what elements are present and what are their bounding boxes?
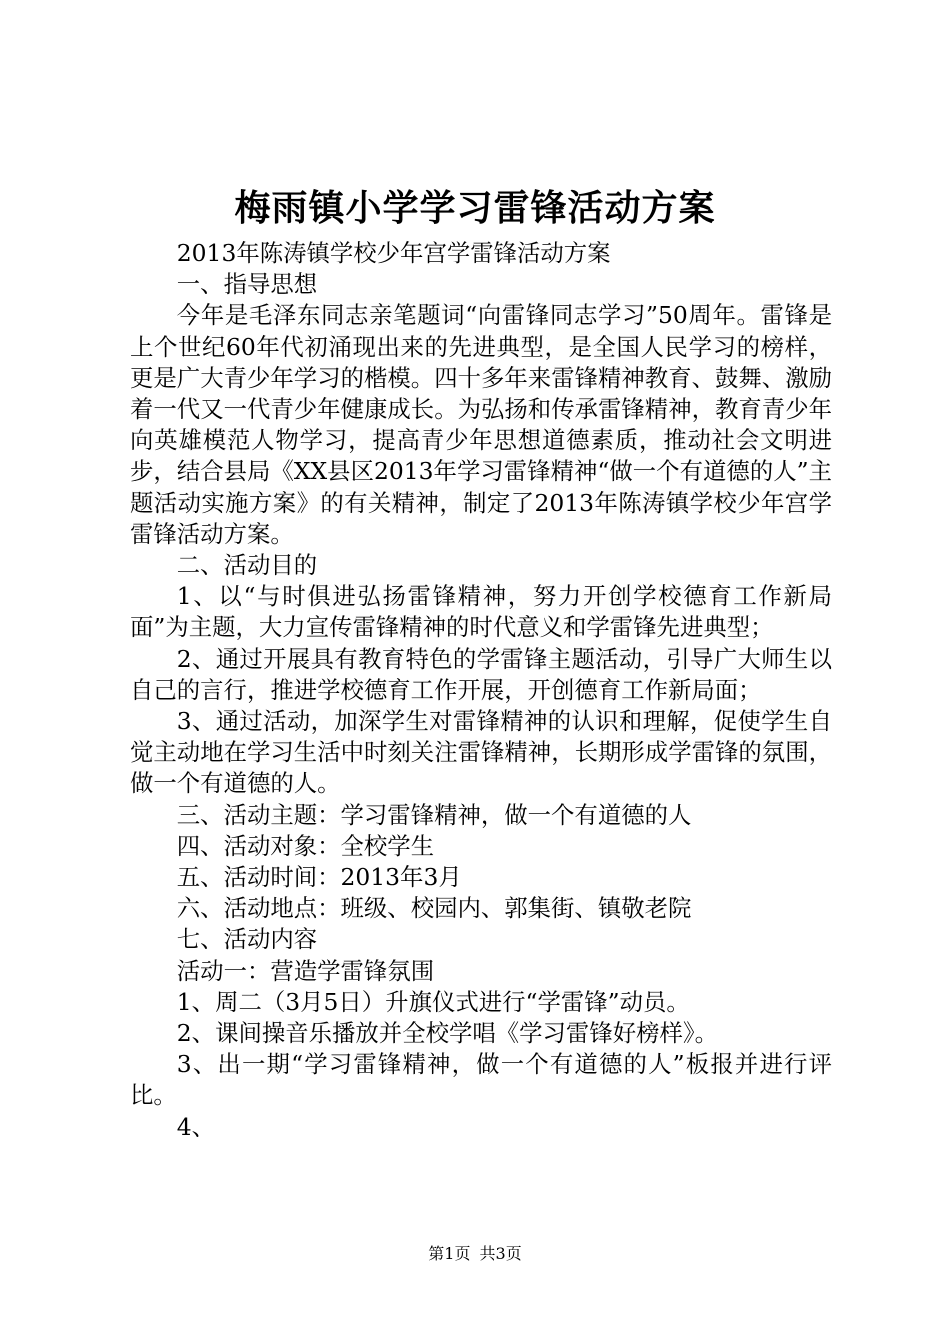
- paragraph-purpose-1: 1、以“与时俱进弘扬雷锋精神，努力开创学校德育工作新局面”为主题，大力宣传雷锋精神的时代意义和学雷锋先进典型；: [130, 582, 832, 642]
- activity-item-3: 3、出一期“学习雷锋精神，做一个有道德的人”板报并进行评比。: [130, 1050, 832, 1110]
- activity-item-2: 2、课间操音乐播放并全校学唱《学习雷锋好榜样》。: [176, 1019, 718, 1048]
- paragraph-subtitle: 2013年陈涛镇学校少年宫学雷锋活动方案: [176, 239, 611, 267]
- document-title: 梅雨镇小学学习雷锋活动方案: [234, 187, 716, 229]
- section-heading-purpose: 二、活动目的: [176, 551, 318, 580]
- activity-heading-1: 活动一：营造学雷锋氛围: [176, 956, 435, 985]
- activity-item-1: 1、周二（3月5日）升旗仪式进行“学雷锋”动员。: [176, 987, 690, 1016]
- section-heading-location: 六、活动地点：班级、校园内、郭集街、镇敬老院: [176, 894, 692, 923]
- section-heading-audience: 四、活动对象：全校学生: [176, 831, 435, 860]
- section-heading-time: 五、活动时间：2013年3月: [176, 863, 462, 892]
- section-heading-content: 七、活动内容: [176, 925, 318, 954]
- paragraph-purpose-2: 2、通过开展具有教育特色的学雷锋主题活动，引导广大师生以自己的言行，推进学校德育工作开展，开创德育工作新局面；: [130, 644, 832, 704]
- section-heading-theme: 三、活动主题：学习雷锋精神，做一个有道德的人: [176, 800, 692, 829]
- page-footer: 第1页 共3页: [428, 1244, 522, 1263]
- section-heading-guiding-ideology: 一、指导思想: [176, 270, 318, 299]
- activity-item-4: 4、: [176, 1112, 216, 1141]
- paragraph-guiding-ideology: 今年是毛泽东同志亲笔题词“向雷锋同志学习”50周年。雷锋是上个世纪60年代初涌现出来的先进典型，是全国人民学习的榜样，更是广大青少年学习的楷模。四十多年来雷锋精神教育、鼓舞、激励着一代又一代青少年健康成长。为弘扬和传承雷锋精神，教育青少年向英雄模范人物学习，提高青少年思想道德素质，推动社会文明进步，结合县局《XX县区2013年学习雷锋精神“做一个有道德的人”主题活动实施方案》的有关精神，制定了2013年陈涛镇学校少年宫学雷锋活动方案。: [130, 301, 832, 548]
- paragraph-purpose-3: 3、通过活动，加深学生对雷锋精神的认识和理解，促使学生自觉主动地在学习生活中时刻关注雷锋精神，长期形成学雷锋的氛围，做一个有道德的人。: [130, 707, 832, 798]
- document-body: [130, 238, 832, 1143]
